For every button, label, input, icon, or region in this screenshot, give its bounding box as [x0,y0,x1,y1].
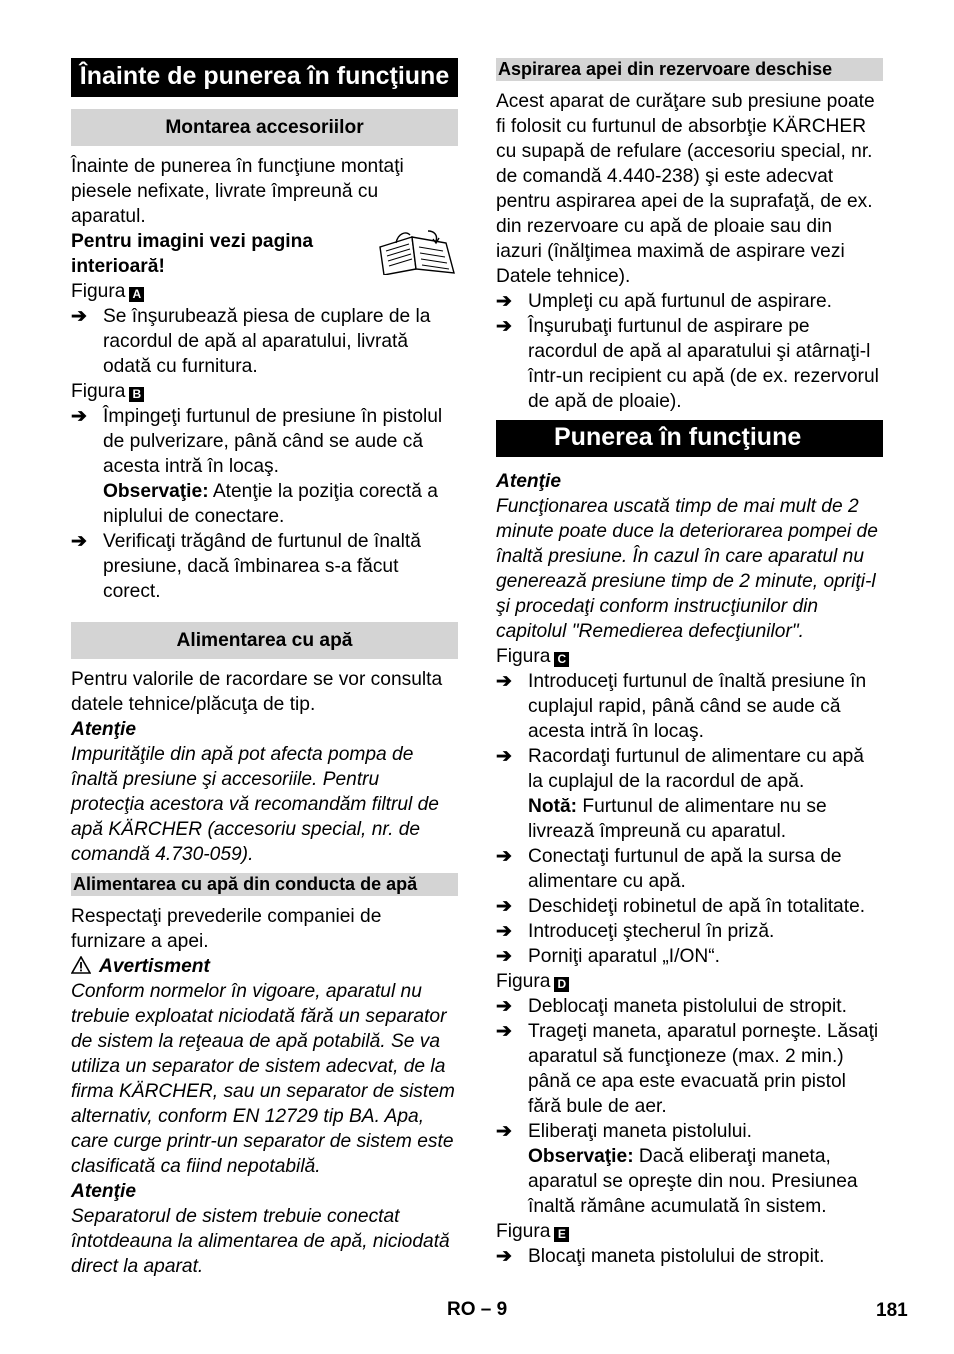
figure-b-ref [71,379,458,404]
caution-label: Atenţie [496,471,562,492]
mount-intro: Înainte de punerea în funcţiune montaţi piesele nefixate, livrate împreună cu aparatul. [71,156,404,227]
figure-letter-b: B [129,387,144,402]
list-item [496,669,883,744]
heading-open-tanks: Aspirarea apei din rezervoare deschise [496,58,883,81]
list-item [71,529,458,604]
list-item [71,304,458,379]
caution-text: Impurităţile din apă pot afecta pompa de înaltă presiune şi accesoriile. Pentru protecţia acestora vă recomandăm filtrul de apă KÄRCHER (accesoriu special, nr. de comandă 4.730-059). [71,744,439,865]
images-note-block [71,229,458,279]
list-item [496,919,883,944]
list-item [496,744,883,794]
arrow-right-icon: ➔ [496,1121,513,1142]
figure-letter-c: C [554,652,569,667]
footer-page-label: RO – 9 [447,1299,508,1320]
arrow-right-icon: ➔ [496,291,513,312]
arrow-right-icon: ➔ [496,671,513,692]
arrow-right-icon: ➔ [71,531,88,552]
step-text: Înşurubaţi furtunul de aspirare pe racordul de apă al aparatului şi atârnaţi-l într-un recipient cu apă (de ex. rezervorul de apă de ploaie). [528,316,879,412]
figure-a-ref [71,279,458,304]
list-item [496,894,883,919]
list-item [496,944,883,969]
observation-text: Dacă eliberaţi maneta, aparatul se opreşte din nou. Presiunea înaltă rămâne acumulată în sistem. [528,1146,858,1217]
note-text: Furtunul de alimentare nu se livrează împreună cu aparatul. [528,796,827,842]
arrow-right-icon: ➔ [496,746,513,767]
list-item [496,844,883,894]
caution-label: Atenţie [71,719,137,740]
arrow-right-icon: ➔ [496,996,513,1017]
warning-heading [71,954,458,979]
caution-text: Separatorul de sistem trebuie conectat întotdeauna la alimentarea de apă, niciodată direct la aparat. [71,1206,450,1277]
book-icon [376,229,458,275]
arrow-right-icon: ➔ [496,921,513,942]
list-item [71,404,458,479]
step-text: Verificaţi trăgând de furtunul de înaltă presiune, dacă îmbinarea s-a făcut corect. [103,531,421,602]
step-text: Deblocaţi maneta pistolului de stropit. [528,996,847,1017]
figure-label: Figura [71,281,126,302]
images-note: Pentru imagini vezi pagina interioară! [71,231,314,277]
arrow-right-icon: ➔ [71,406,88,427]
arrow-right-icon: ➔ [496,316,513,337]
observation-text: Atenţie la poziţia corectă a niplului de conectare. [103,481,438,527]
figure-letter-e: E [554,1227,569,1242]
section-title-before-startup: Înainte de punerea în funcţiune [71,58,458,97]
heading-water-supply: Alimentarea cu apă [71,622,458,659]
observation-label: Observaţie: [528,1146,634,1167]
list-item [496,1119,883,1144]
figure-label: Figura [496,646,551,667]
observation-note [496,1144,883,1219]
caution-label: Atenţie [71,1181,137,1202]
mains-intro: Respectaţi prevederile companiei de furnizare a apei. [71,906,382,952]
figure-e-ref [496,1219,883,1244]
observation-label: Observaţie: [103,481,209,502]
heading-mains-supply: Alimentarea cu apă din conducta de apă [71,873,458,896]
list-item [496,289,883,314]
heading-mount-accessories: Montarea accesoriilor [71,109,458,146]
figure-c-ref [496,644,883,669]
section-title-startup: Punerea în funcţiune [496,420,883,457]
step-text: Eliberaţi maneta pistolului. [528,1121,752,1142]
step-text: Deschideţi robinetul de apă în totalitate. [528,896,866,917]
step-text: Se înşurubează piesa de cuplare de la racordul de apă al aparatului, livrată odată cu furnitura. [103,306,431,377]
list-item [496,994,883,1019]
warning-text: Conform normelor în vigoare, aparatul nu trebuie exploatat niciodată fără un separator de sistem la reţeaua de apă potabilă. Se va utiliza un separator de sistem adecvat, de la firma KÄRCHER, sau un separator de sistem alternativ, conform EN 12729 tip BA. Apa, care curge printr-un separator de sistem este clasificată ca fiind nepotabilă. [71,981,455,1177]
list-item [496,1019,883,1119]
step-text: Porniţi aparatul „I/ON“. [528,946,720,967]
arrow-right-icon: ➔ [496,896,513,917]
water-intro: Pentru valorile de racordare se vor consulta datele tehnice/plăcuţa de tip. [71,669,443,715]
warning-triangle-icon [71,956,91,974]
step-text: Împingeţi furtunul de presiune în pistolul de pulverizare, până când se aude că acesta intră în locaş. [103,406,443,477]
step-text: Introduceţi furtunul de înaltă presiune în cuplajul rapid, până când se aude că acesta intră în locaş. [528,671,867,742]
step-text: Racordaţi furtunul de alimentare cu apă la cuplajul de la racordul de apă. [528,746,864,792]
arrow-right-icon: ➔ [496,946,513,967]
step-text: Blocaţi maneta pistolului de stropit. [528,1246,825,1267]
footer-page-number: 181 [876,1300,908,1321]
note [496,794,883,844]
figure-label: Figura [496,1221,551,1242]
open-tanks-intro: Acest aparat de curăţare sub presiune poate fi folosit cu furtunul de absorbţie KÄRCHER cu supapă de refulare (accesoriu special, nr. de comandă 4.440-238) şi este adecvat pentru aspirarea apei de la suprafaţă, de ex. din rezervoare cu apă de ploaie sau din iazuri (înălţimea maximă de aspirare vezi Datele tehnice). [496,91,875,287]
step-text: Conectaţi furtunul de apă la sursa de alimentare cu apă. [528,846,842,892]
figure-letter-d: D [554,977,569,992]
arrow-right-icon: ➔ [496,1246,513,1267]
arrow-right-icon: ➔ [496,846,513,867]
left-column [71,58,458,1279]
observation-note [71,479,458,529]
figure-label: Figura [496,971,551,992]
arrow-right-icon: ➔ [71,306,88,327]
caution-text: Funcţionarea uscată timp de mai mult de 2 minute poate duce la deteriorarea pompei de înaltă presiune. În cazul în care aparatul nu generează presiune timp de 2 minute, opriţi-l şi procedaţi conform instrucţiunilor din capitolul "Remedierea defecţiunilor". [496,496,878,642]
figure-label: Figura [71,381,126,402]
list-item [496,314,883,414]
step-text: Trageţi maneta, aparatul porneşte. Lăsaţi aparatul să funcţioneze (max. 2 min.) până ce apa este evacuată prin pistol fără bule de aer. [528,1021,879,1117]
step-text: Introduceţi ştecherul în priză. [528,921,775,942]
warning-label: Avertisment [99,956,210,977]
arrow-right-icon: ➔ [496,1021,513,1042]
right-column [496,58,883,1269]
step-text: Umpleţi cu apă furtunul de aspirare. [528,291,832,312]
figure-letter-a: A [129,287,144,302]
list-item [496,1244,883,1269]
figure-d-ref [496,969,883,994]
note-label: Notă: [528,796,578,817]
